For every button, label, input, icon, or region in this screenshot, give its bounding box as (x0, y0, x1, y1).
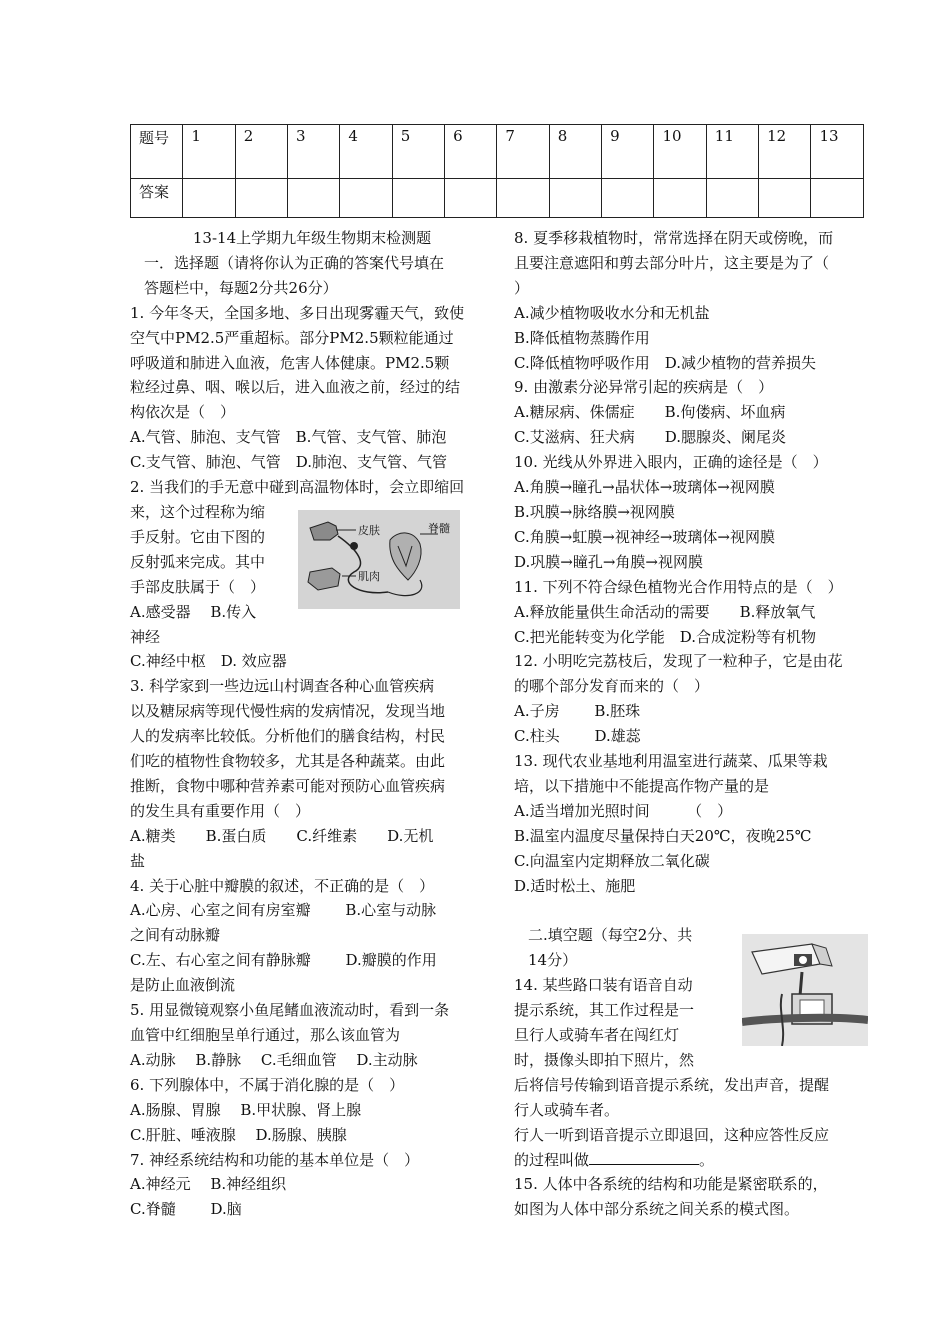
section2-heading: 二.填空题（每空2分、共 (528, 926, 693, 945)
answer-cell: 1 (183, 125, 235, 179)
q2-line: 手反射。它由下图的 (130, 527, 266, 546)
left-column (130, 226, 494, 1222)
q3-line: 的发生具有重要作用（ ） (130, 801, 311, 820)
q14-line: 提示系统，其工作过程是一 (514, 1001, 695, 1020)
q5-line: 血管中红细胞呈单行通过，那么该血管为 (130, 1026, 401, 1044)
q14-line: 后将信号传输到语音提示系统，发出声音，提醒 (514, 1075, 830, 1094)
answer-table-answer-row (131, 179, 864, 218)
q12-option: C.柱头 D.雄蕊 (514, 727, 641, 746)
answer-cell: 9 (602, 125, 654, 179)
q8-line: 8. 夏季移栽植物时，常常选择在阴天或傍晚，而 (514, 229, 834, 247)
q1-line: 构依次是（ ） (130, 403, 236, 422)
answer-input-cell[interactable] (497, 179, 549, 218)
q4-line: 4. 关于心脏中瓣膜的叙述，不正确的是（ ） (130, 876, 435, 895)
q12-line: 的哪个部分发育而来的（ ） (514, 677, 710, 696)
q9-option: C.艾滋病、狂犬病 D.腮腺炎、阑尾炎 (514, 428, 786, 447)
q7-line: 7. 神经系统结构和功能的基本单位是（ ） (130, 1150, 420, 1169)
q3-line: 以及糖尿病等现代慢性病的发病情况，发现当地 (130, 702, 446, 721)
q6-option: C.肝脏、唾液腺 D.肠腺、胰腺 (130, 1125, 347, 1144)
q8-option: A.减少植物吸收水分和无机盐 (514, 303, 710, 322)
q5-option: A.动脉 B.静脉 C.毛细血管 D.主动脉 (130, 1050, 418, 1069)
q14-line: 行人一听到语音提示立即退回，这种应答性反应 (514, 1125, 830, 1144)
q14-line: 旦行人或骑车者在闯红灯 (514, 1025, 680, 1044)
q3-option: A.糖类 B.蛋白质 C.纤维素 D.无机 (130, 826, 434, 845)
q2-line: 2. 当我们的手无意中碰到高温物体时，会立即缩回 (130, 478, 465, 497)
q15-line: 15. 人体中各系统的结构和功能是紧密联系的， (514, 1175, 828, 1194)
right-column (514, 226, 866, 1222)
q10-option: C.角膜→虹膜→视神经→玻璃体→视网膜 (514, 527, 775, 546)
q3-line: 3. 科学家到一些边远山村调查各种心血管疾病 (130, 677, 435, 696)
camera-photo (742, 934, 868, 1046)
q13-line: 13. 现代农业基地利用温室进行蔬菜、瓜果等栽 (514, 752, 828, 771)
q14-line: 14. 某些路口装有语音自动 (514, 976, 693, 995)
skin-label: 皮肤 (358, 524, 380, 537)
q14-line: 行人或骑车者。 (514, 1100, 620, 1119)
answer-input-cell[interactable] (235, 179, 287, 218)
q8-line: ） (514, 278, 530, 297)
q1-line: 空气中PM2.5严重超标。部分PM2.5颗粒能通过 (130, 328, 454, 347)
section1-heading: 一．选择题（请将你认为正确的答案代号填在 (144, 253, 445, 272)
q15-line: 如图为人体中部分系统之间关系的模式图。 (514, 1200, 800, 1219)
q3-line: 们吃的植物性食物较多，尤其是各种蔬菜。由此 (130, 752, 446, 771)
q10-option: B.巩膜→脉络膜→视网膜 (514, 502, 675, 521)
q3-option: 盐 (130, 851, 146, 870)
q9-line: 9. 由激素分泌异常引起的疾病是（ ） (514, 378, 774, 397)
answer-row-label: 答案 (131, 179, 183, 218)
q11-option: C.把光能转变为化学能 D.合成淀粉等有机物 (514, 627, 816, 646)
q4-option: 之间有动脉瓣 (130, 926, 221, 945)
q7-option: C.脊髓 D.脑 (130, 1200, 242, 1219)
answer-input-cell[interactable] (654, 179, 706, 218)
q1-option: A.气管、肺泡、支气管 B.气管、支气管、肺泡 (130, 428, 447, 447)
q1-line: 粒经过鼻、咽、喉以后，进入血液之前，经过的结 (130, 378, 461, 397)
q14-blank[interactable] (589, 1150, 699, 1165)
answer-cell: 6 (445, 125, 497, 179)
spacer (514, 898, 866, 923)
answer-cell: 5 (392, 125, 444, 179)
q6-option: A.肠腺、胃腺 B.甲状腺、肾上腺 (130, 1100, 362, 1119)
q14-line: 时，摄像头即拍下照片，然 (514, 1050, 695, 1069)
answer-cell: 2 (235, 125, 287, 179)
answer-input-cell[interactable] (811, 179, 864, 218)
q13-option: B.温室内温度尽量保持白天20℃，夜晚25℃ (514, 826, 812, 845)
answer-input-cell[interactable] (340, 179, 392, 218)
q2-option: A.感受器 B.传入 (130, 602, 257, 621)
q7-option: A.神经元 B.神经组织 (130, 1175, 287, 1194)
q13-option: A.适当增加光照时间 （ ） (514, 801, 733, 820)
q4-option: C.左、右心室之间有静脉瓣 D.瓣膜的作用 (130, 951, 437, 970)
q2-line: 手部皮肤属于（ ） (130, 577, 266, 596)
q12-option: A.子房 B.胚珠 (514, 702, 641, 721)
q4-option: 是防止血液倒流 (130, 976, 236, 995)
answer-cell: 3 (288, 125, 340, 179)
exam-title: 13-14上学期九年级生物期末检测题 (192, 229, 432, 247)
q10-option: A.角膜→瞳孔→晶状体→玻璃体→视网膜 (514, 478, 775, 497)
answer-table-header-row (131, 125, 864, 179)
answer-input-cell[interactable] (183, 179, 235, 218)
answer-cell: 7 (497, 125, 549, 179)
answer-cell: 12 (759, 125, 811, 179)
q8-option: C.降低植物呼吸作用 D.减少植物的营养损失 (514, 353, 816, 372)
answer-cell: 4 (340, 125, 392, 179)
q4-option: A.心房、心室之间有房室瓣 B.心室与动脉 (130, 901, 437, 920)
answer-input-cell[interactable] (392, 179, 444, 218)
answer-cell: 8 (549, 125, 601, 179)
q2-line: 来，这个过程称为缩 (130, 502, 266, 521)
q13-line: 培，以下措施中不能提高作物产量的是 (514, 776, 770, 795)
q14-line: 的过程叫做 (514, 1150, 590, 1169)
q1-line: 1. 今年冬天，全国多地、多日出现雾霾天气，致使 (130, 303, 465, 322)
q1-option: C.支气管、肺泡、气管 D.肺泡、支气管、气管 (130, 453, 447, 472)
reflex-arc-figure (298, 510, 460, 609)
q14-end: 。 (699, 1150, 715, 1169)
q12-line: 12. 小明吃完荔枝后，发现了一粒种子，它是由花 (514, 652, 843, 671)
answer-input-cell[interactable] (706, 179, 758, 218)
q10-line: 10. 光线从外界进入眼内，正确的途径是（ ） (514, 453, 828, 472)
q2-line: 反射弧来完成。其中 (130, 552, 266, 571)
q3-line: 推断，食物中哪种营养素可能对预防心血管疾病 (130, 776, 446, 795)
q6-line: 6. 下列腺体中，不属于消化腺的是（ ） (130, 1075, 405, 1094)
q13-option: C.向温室内定期释放二氧化碳 (514, 851, 710, 870)
spinal-label: 脊髓 (428, 522, 450, 535)
answer-cell: 13 (811, 125, 864, 179)
answer-input-cell[interactable] (549, 179, 601, 218)
q9-option: A.糖尿病、侏儒症 B.佝偻病、坏血病 (514, 403, 786, 422)
q14-answer-line (514, 1148, 866, 1173)
q11-option: A.释放能量供生命活动的需要 B.释放氧气 (514, 602, 816, 621)
answer-table (130, 124, 864, 218)
answer-input-cell[interactable] (602, 179, 654, 218)
q3-line: 人的发病率比较低。分析他们的膳食结构，村民 (130, 727, 446, 746)
q10-option: D.巩膜→瞳孔→角膜→视网膜 (514, 552, 703, 571)
q5-line: 5. 用显微镜观察小鱼尾鳍血液流动时，看到一条 (130, 1001, 450, 1020)
answer-cell: 10 (654, 125, 706, 179)
q2-option: C.神经中枢 D. 效应器 (130, 652, 287, 671)
q11-line: 11. 下列不符合绿色植物光合作用特点的是（ ） (514, 577, 843, 596)
q1-line: 呼吸道和肺进入血液，危害人体健康。PM2.5颗 (130, 353, 450, 372)
answer-input-cell[interactable] (288, 179, 340, 218)
q8-option: B.降低植物蒸腾作用 (514, 328, 650, 347)
answer-input-cell[interactable] (445, 179, 497, 218)
answer-input-cell[interactable] (759, 179, 811, 218)
section1-heading-cont: 答题栏中，每题2分共26分） (144, 278, 338, 297)
answer-cell: 11 (706, 125, 758, 179)
q13-option: D.适时松土、施肥 (514, 876, 636, 895)
section2-heading-cont: 14分） (528, 951, 578, 970)
muscle-label: 肌肉 (358, 570, 380, 583)
answer-cell: 题号 (131, 125, 183, 179)
q8-line: 且要注意遮阳和剪去部分叶片，这主要是为了（ (514, 253, 830, 272)
q2-option: 神经 (130, 627, 161, 646)
